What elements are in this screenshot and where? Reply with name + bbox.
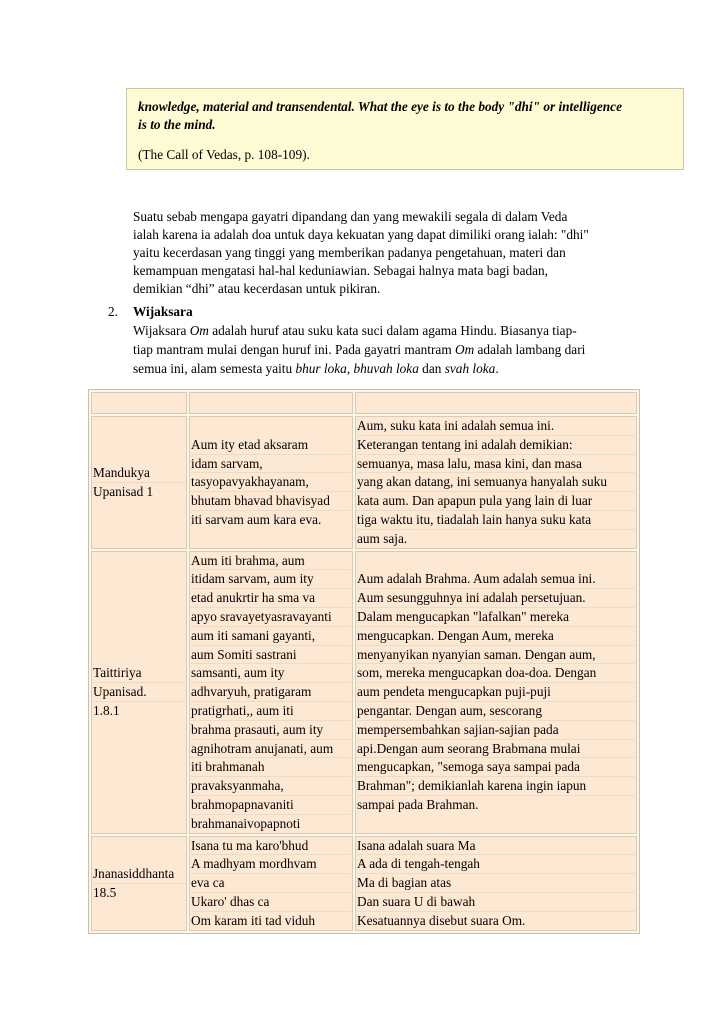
cell-line: Isana tu ma karo'bhud — [191, 837, 351, 856]
quote-line: knowledge, material and transendental. What the eye is to the body "dhi" or intelligence — [138, 99, 622, 114]
source-cell — [91, 551, 187, 834]
cell-line: Keterangan tentang ini adalah demikian: — [357, 436, 635, 455]
cell-line: mengucapkan, "semoga saya sampai pada — [357, 758, 635, 777]
paragraph-line: yaitu kecerdasan yang tinggi yang memberikan padanya pengetahuan, materi dan — [133, 245, 566, 260]
cell-line: Aum, suku kata ini adalah semua ini. — [357, 417, 635, 436]
header-cell — [355, 392, 637, 414]
cell-line: Ukaro' dhas ca — [191, 893, 351, 912]
sanskrit-cell — [189, 836, 353, 931]
cell-line: Dan suara U di bawah — [357, 893, 635, 912]
cell-line: brahma prasauti, aum ity — [191, 721, 351, 740]
cell-line: som, mereka mengucapkan doa-doa. Dengan — [357, 664, 635, 683]
cell-line: Upanisad. — [93, 683, 185, 702]
cell-line: Aum ity etad aksaram — [191, 436, 351, 455]
cell-line: pravaksyanmaha, — [191, 777, 351, 796]
cell-line: adhvaryuh, pratigaram — [191, 683, 351, 702]
cell-line: brahmanaivopapnoti — [191, 815, 301, 831]
source-cell — [91, 836, 187, 931]
verses-table — [88, 389, 640, 934]
header-cell — [91, 392, 187, 414]
cell-line: pratigrhati,, aum iti — [191, 702, 351, 721]
header-cell — [189, 392, 353, 414]
cell-line: iti sarvam aum kara eva. — [191, 511, 322, 527]
cell-line: tiga waktu itu, tiadalah lain hanya suku kata — [357, 511, 635, 530]
cell-line: A madhyam mordhvam — [191, 855, 351, 874]
cell-line: 18.5 — [93, 884, 117, 900]
cell-line: aum iti samani gayanti, — [191, 627, 351, 646]
cell-line: semuanya, masa lalu, masa kini, dan masa — [357, 455, 635, 474]
paragraph-line: Suatu sebab mengapa gayatri dipandang dan yang mewakili segala di dalam Veda — [133, 209, 568, 224]
cell-line: itidam sarvam, aum ity — [191, 570, 351, 589]
translation-cell — [355, 416, 637, 549]
cell-line: 1.8.1 — [93, 702, 120, 718]
cell-line: Om karam iti tad viduh — [191, 912, 316, 928]
cell-line: yang akan datang, ini semuanya hanyalah suku — [357, 473, 635, 492]
cell-line: Aum adalah Brahma. Aum adalah semua ini. — [357, 570, 635, 589]
body-paragraph — [133, 208, 673, 298]
cell-line: Ma di bagian atas — [357, 874, 635, 893]
paragraph-line: kemampuan mengatasi hal-hal keduniawian. Sebagai halnya mata bagi badan, — [133, 263, 549, 278]
sanskrit-cell — [189, 416, 353, 549]
cell-line: eva ca — [191, 874, 351, 893]
cell-line: pengantar. Dengan aum, sescorang — [357, 702, 635, 721]
quote-box — [126, 88, 684, 170]
sanskrit-cell — [189, 551, 353, 834]
quote-text — [138, 98, 673, 134]
cell-line: apyo sravayetyasravayanti — [191, 608, 351, 627]
cell-line: Dalam mengucapkan "lafalkan" mereka — [357, 608, 635, 627]
cell-line: sampai pada Brahman. — [357, 796, 479, 812]
quote-line: is to the mind. — [138, 117, 216, 132]
cell-line: Upanisad 1 — [93, 483, 154, 499]
quote-citation: (The Call of Vedas, p. 108-109). — [138, 147, 310, 162]
translation-cell — [355, 551, 637, 834]
section-line: tiap mantram mulai dengan huruf ini. Pada gayatri mantram Om adalah lambang dari — [133, 342, 586, 357]
cell-line: Taittiriya — [93, 664, 185, 683]
section-heading: Wijaksara — [133, 304, 193, 319]
cell-line: Aum sesungguhnya ini adalah persetujuan. — [357, 589, 635, 608]
table-header-row — [91, 392, 637, 414]
cell-line: A ada di tengah-tengah — [357, 855, 635, 874]
cell-line: Isana adalah suara Ma — [357, 837, 635, 856]
table-row — [91, 836, 637, 931]
table-row — [91, 551, 637, 834]
cell-line: agnihotram anujanati, aum — [191, 740, 351, 759]
source-cell — [91, 416, 187, 549]
list-item-wijaksara — [108, 302, 668, 378]
list-number: 2. — [108, 304, 118, 319]
cell-line: aum Somiti sastrani — [191, 646, 351, 665]
translation-cell — [355, 836, 637, 931]
cell-line: Brahman"; demikianlah karena ingin iapun — [357, 777, 635, 796]
section-line: semua ini, alam semesta yaitu bhur loka, bhuvah loka dan svah loka. — [133, 361, 499, 376]
cell-line: api.Dengan aum seorang Brabmana mulai — [357, 740, 635, 759]
cell-line: Jnanasiddhanta — [93, 865, 185, 884]
cell-line: etad anukrtir ha sma va — [191, 589, 351, 608]
cell-line: tasyopavyakhayanam, — [191, 473, 351, 492]
table-row — [91, 416, 637, 549]
paragraph-line: ialah karena ia adalah doa untuk daya kekuatan yang dapat dimiliki orang ialah: "dhi" — [133, 227, 589, 242]
cell-line: iti brahmanah — [191, 758, 351, 777]
cell-line: mengucapkan. Dengan Aum, mereka — [357, 627, 635, 646]
cell-line: brahmopapnavaniti — [191, 796, 351, 815]
cell-line: aum saja. — [357, 530, 408, 546]
cell-line: Mandukya — [93, 464, 185, 483]
cell-line: mempersembahkan sajian-sajian pada — [357, 721, 635, 740]
cell-line: aum pendeta mengucapkan puji-puji — [357, 683, 635, 702]
cell-line: idam sarvam, — [191, 455, 351, 474]
cell-line: kata aum. Dan apapun pula yang lain di luar — [357, 492, 635, 511]
section-line: Wijaksara Om adalah huruf atau suku kata suci dalam agama Hindu. Biasanya tiap- — [133, 323, 577, 338]
cell-line: Aum iti brahma, aum — [191, 552, 351, 571]
cell-line: bhutam bhavad bhavisyad — [191, 492, 351, 511]
cell-line: samsanti, aum ity — [191, 664, 351, 683]
cell-line: menyanyikan nyanyian saman. Dengan aum, — [357, 646, 635, 665]
paragraph-line: demikian “dhi” atau kecerdasan untuk pikiran. — [133, 281, 381, 296]
cell-line: Kesatuannya disebut suara Om. — [357, 912, 526, 928]
